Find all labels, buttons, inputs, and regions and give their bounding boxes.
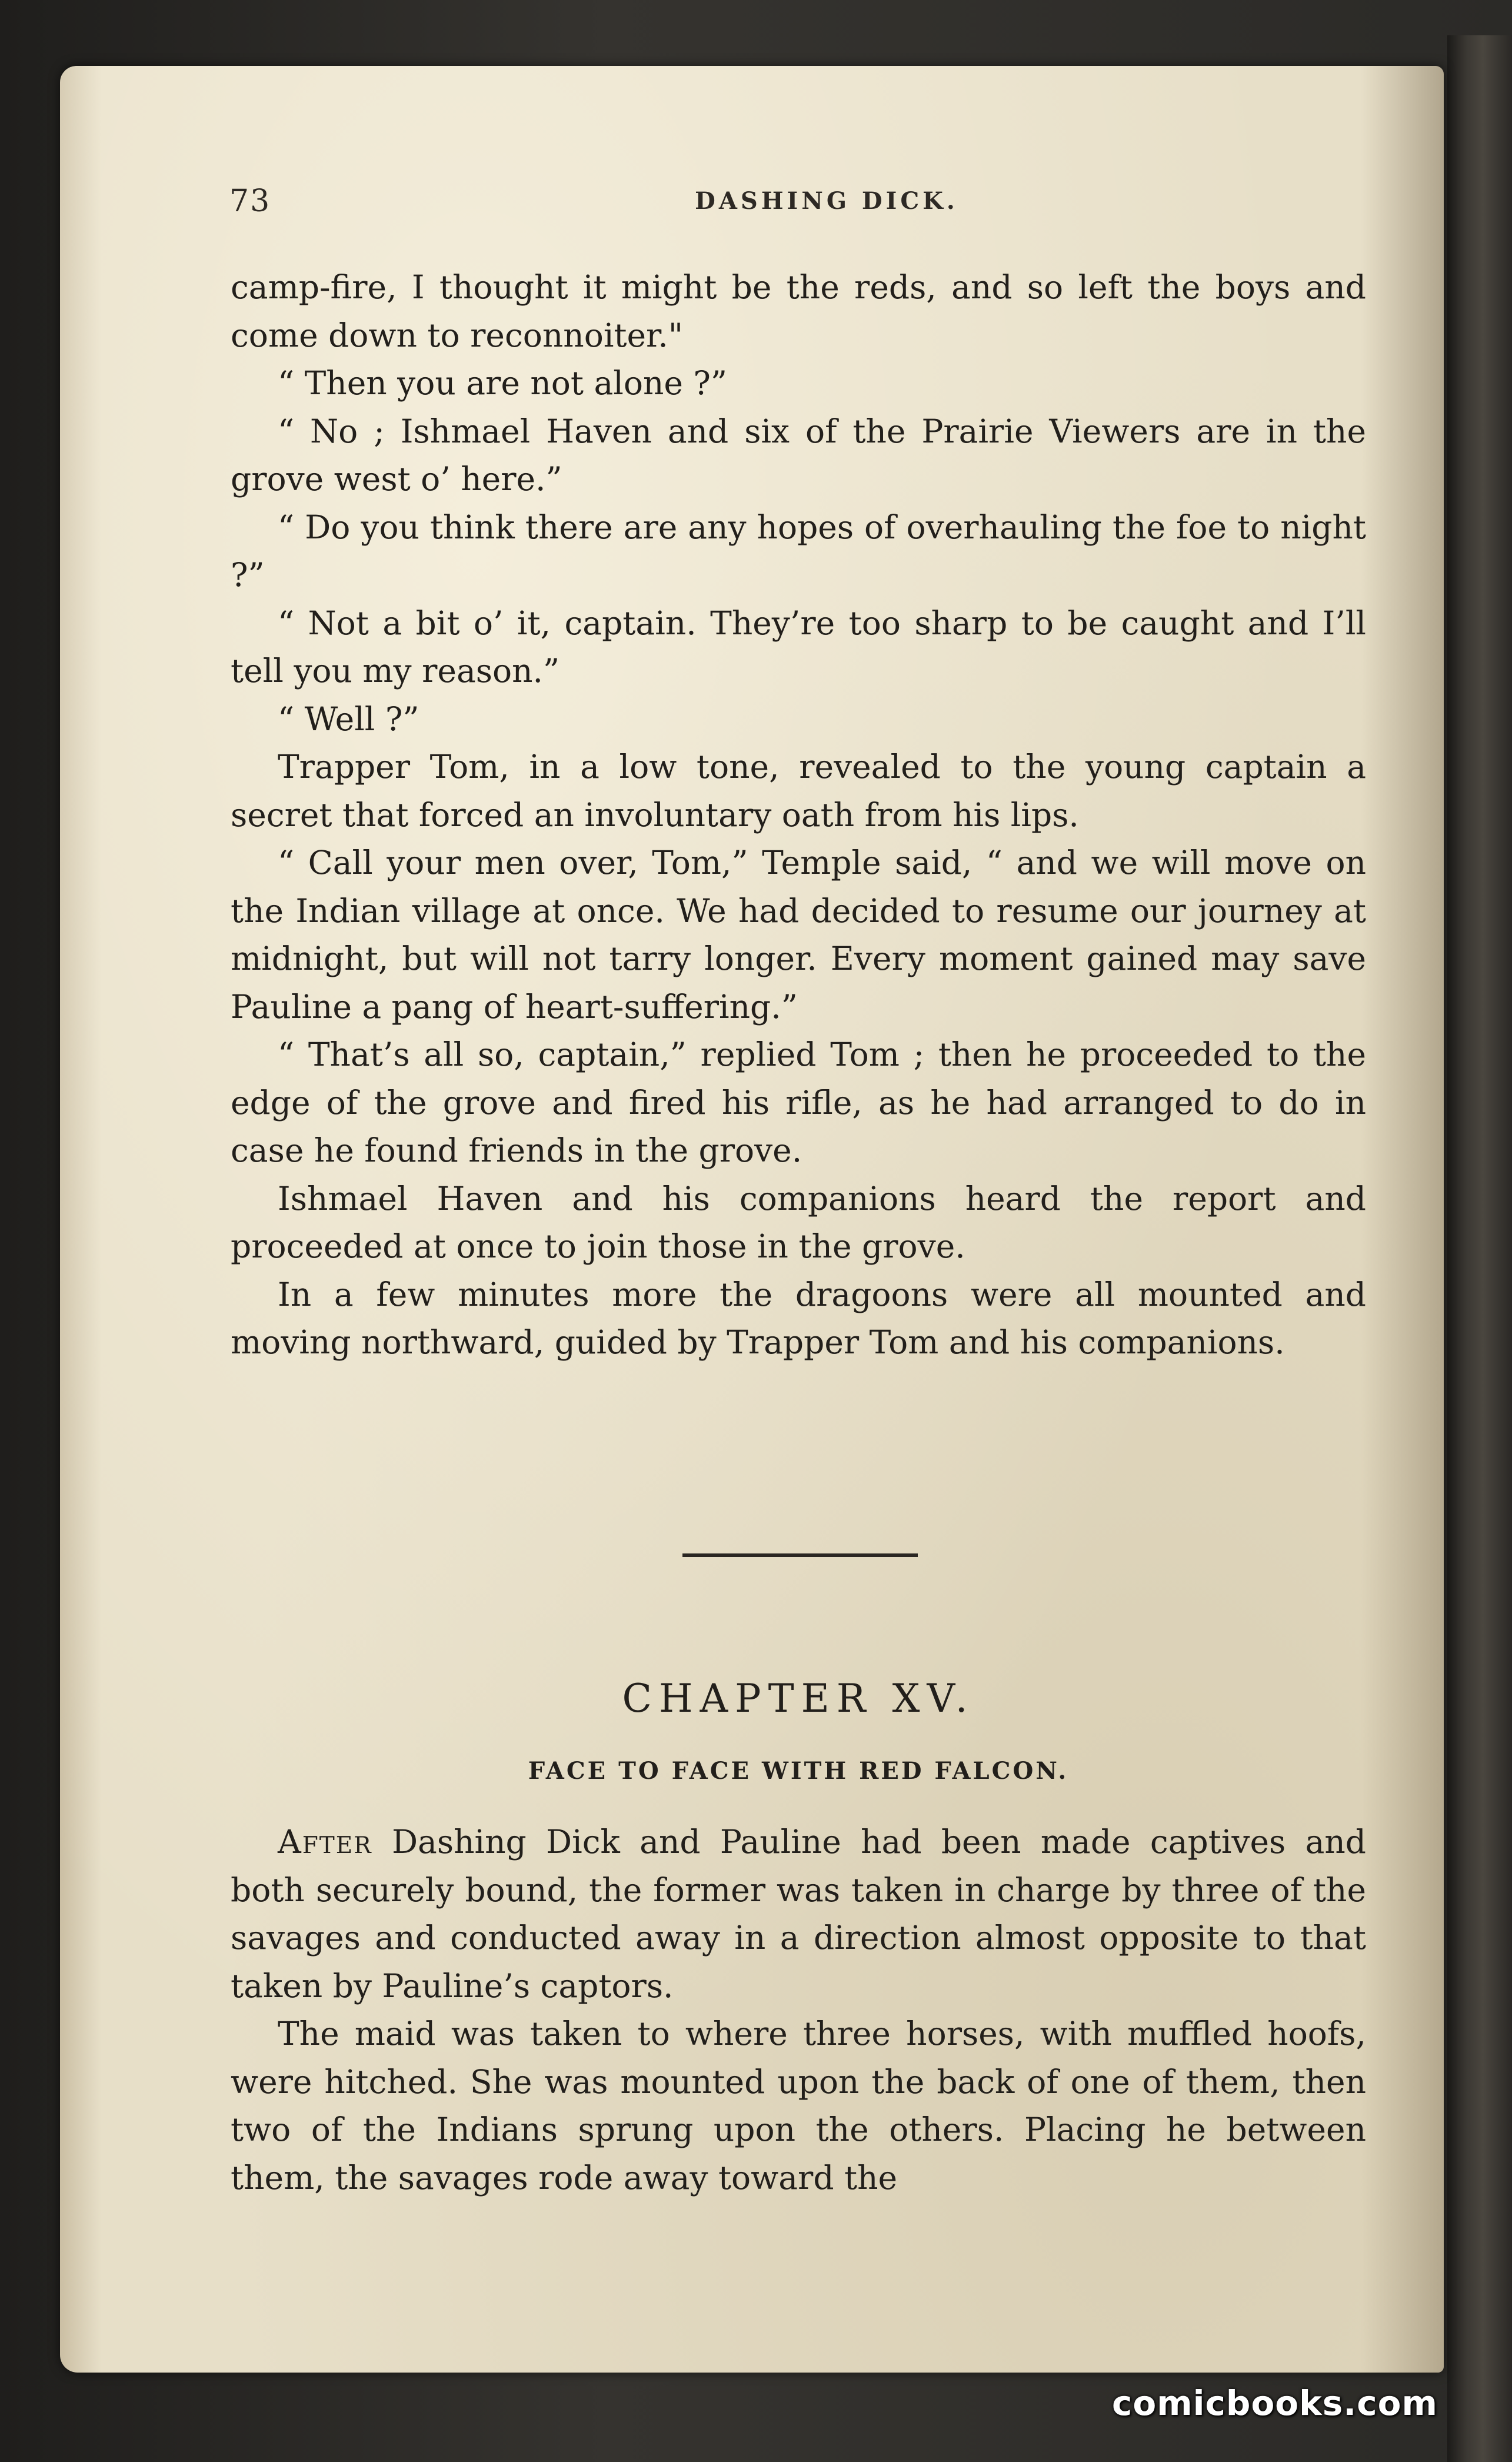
book-spine-edge (1447, 35, 1512, 2462)
paragraph: “ Call your men over, Tom,” Temple said, “ and we will move on the Indian village at once. We had decided to resume our journey at midnight, but will not tarry longer. Every moment gained may save Pauline a pang of heart-suffering.” (231, 844, 1366, 1026)
paragraph: “ Do you think there are any hopes of overhauling the foe to night ?” (231, 508, 1366, 594)
paragraph: Trapper Tom, in a low tone, revealed to the young captain a secret that forced an involuntary oath from his lips. (231, 748, 1366, 834)
paragraph: The maid was taken to where three horses, with muffled hoofs, were hitched. She was mounted upon the back of one of them, then two of the Indians sprung upon the others. Placing he between them, the savages rode away toward the (231, 2015, 1366, 2197)
chapter-subtitle: FACE TO FACE WITH RED FALCON. (528, 1757, 1069, 1785)
section-divider (682, 1553, 918, 1557)
running-title: DASHING DICK. (695, 187, 958, 215)
paragraph: “ Not a bit o’ it, captain. They’re too sharp to be caught and I’ll tell you my reason.” (231, 604, 1366, 690)
chapter-first-paragraph-text: Dashing Dick and Pauline had been made captives and both securely bound, the former was taken in charge by three of the savages and conducted away in a direction almost opposite to that taken by Pauline’s captors. (231, 1823, 1366, 2005)
paragraph: “ Well ?” (278, 700, 419, 738)
chapter-heading: CHAPTER XV. (622, 1676, 975, 1721)
chapter-lead-word: After (278, 1823, 372, 1861)
paragraph: “ No ; Ishmael Haven and six of the Prairie Viewers are in the grove west o’ here.” (231, 412, 1366, 498)
paragraph: “ Then you are not alone ?” (278, 364, 728, 402)
body-text-chapter (231, 1818, 1366, 2202)
paragraph: camp-fire, I thought it might be the reds, and so left the boys and come down to reconnoiter." (231, 268, 1366, 354)
body-text-top (231, 264, 1366, 1367)
running-head (229, 184, 1424, 219)
chapter-first-paragraph (231, 1818, 1366, 2010)
paragraph: Ishmael Haven and his companions heard the report and proceeded at once to join those in the grove. (231, 1179, 1366, 1265)
page-number: 73 (229, 184, 271, 219)
watermark: comicbooks.com (1112, 2383, 1438, 2423)
paragraph: In a few minutes more the dragoons were all mounted and moving northward, guided by Trapper Tom and his companions. (231, 1275, 1366, 1361)
paragraph: “ That’s all so, captain,” replied Tom ; then he proceeded to the edge of the grove and fired his rifle, as he had arranged to do in case he found friends in the grove. (231, 1036, 1366, 1169)
